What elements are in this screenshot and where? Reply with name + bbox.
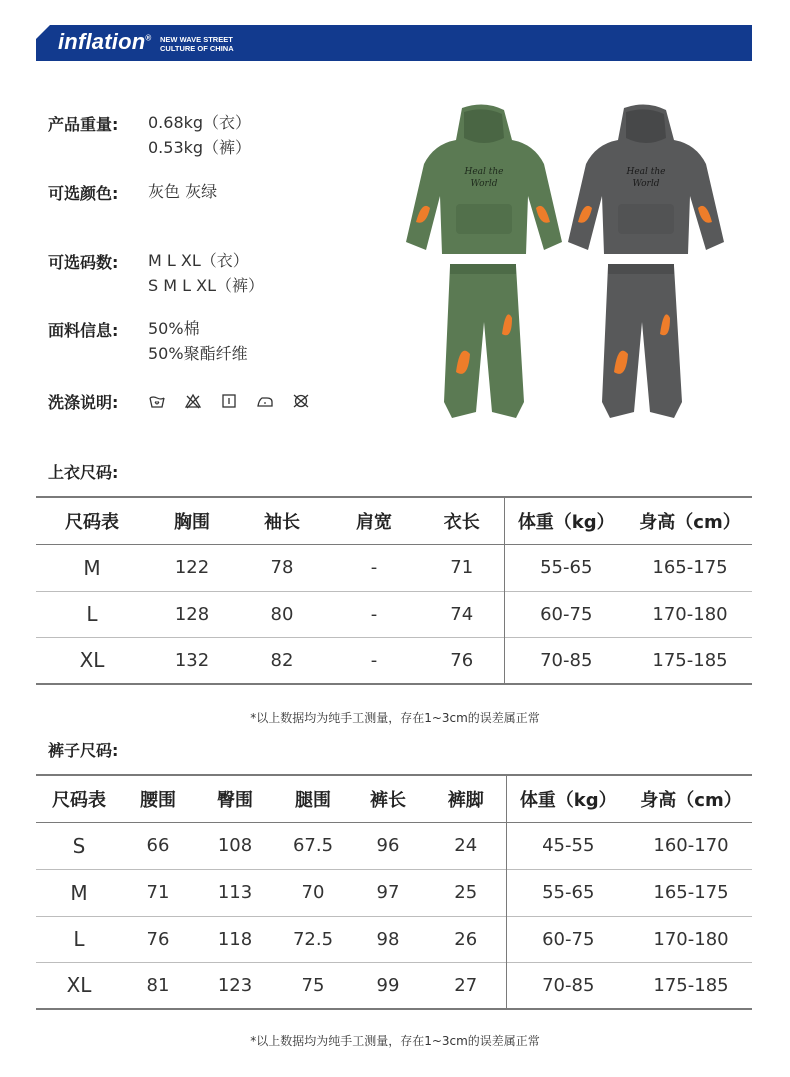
grey-hoodie-image [566,104,726,259]
table-cell: 67.5 [292,835,334,856]
size-cell: XL [66,973,92,998]
fabric-label: 面料信息: [48,321,119,340]
table-cell: 128 [174,603,210,625]
table-cell: 55-65 [506,869,630,916]
table-cell: 70-85 [504,637,628,684]
table-cell: 71 [146,882,170,903]
table-row [36,916,752,962]
table-cell: - [370,649,378,671]
table-cell: 25 [454,882,478,903]
svg-text:World: World [470,179,498,189]
col-pants-length: 裤长 [370,789,406,811]
col-thigh: 腿围 [295,789,331,811]
iron-icon [256,392,274,410]
table-cell: 175-185 [652,649,728,671]
table-cell: 82 [270,649,294,671]
size-label: 可选码数: [48,253,119,272]
table-cell: 165-175 [653,882,729,903]
table-cell: 75 [301,974,325,996]
table-cell: 60-75 [504,591,628,637]
table-cell: 26 [454,928,478,950]
weight-top: 0.68kg（衣） [148,113,252,132]
tumble-dry-icon [220,392,238,410]
size-pants: S M L XL（裤） [148,276,265,295]
pants-table-header-row [36,775,752,822]
table-cell: 66 [146,835,170,856]
color-value: 灰色 灰绿 [148,182,218,201]
table-cell: 108 [217,835,253,856]
svg-text:World: World [632,179,660,189]
table-row [36,869,752,916]
table-cell: 118 [217,928,253,950]
tagline-line-2: CULTURE OF CHINA [160,44,234,53]
col-size: 尺码表 [65,511,119,533]
table-row [36,637,752,684]
wash-label: 洗涤说明: [48,393,119,412]
col-hip: 臀围 [217,789,253,811]
table-cell: 55-65 [504,544,628,591]
weight-label: 产品重量: [48,115,119,134]
table-cell: 80 [270,603,294,625]
fabric-1: 50%棉 [148,319,200,338]
table-cell: - [370,557,378,578]
green-hoodie-image [404,104,564,259]
table-cell: 122 [174,557,210,578]
weight-value [148,110,251,160]
table-cell: 45-55 [506,822,630,869]
table-cell: 170-180 [653,928,729,950]
col-height: 身高（cm） [640,789,742,811]
size-top: M L XL（衣） [148,251,249,270]
grey-pants-image [598,262,684,422]
table-cell: 72.5 [292,928,334,950]
no-dry-clean-icon [292,392,310,410]
table-cell: 70 [301,882,325,903]
table-cell: 76 [450,649,474,671]
col-chest: 胸围 [174,511,210,533]
table-cell: 74 [450,603,474,625]
table-cell: 132 [174,649,210,671]
table-cell: 76 [146,928,170,950]
size-cell: S [72,833,86,858]
table-cell: 175-185 [653,974,729,996]
table-cell: 165-175 [652,557,728,578]
top-table-header-row [36,497,752,544]
table-cell: 123 [217,974,253,996]
col-height: 身高（cm） [639,511,741,533]
brand-logo: inflation® [58,29,152,54]
pants-size-table [36,774,752,1010]
pants-table-note: *以上数据均为纯手工测量，存在1~3cm的误差属正常 [250,1034,540,1048]
green-pants-image [440,262,526,422]
fabric-value [148,316,248,366]
weight-pants: 0.53kg（裤） [148,138,252,157]
fabric-2: 50%聚酯纤维 [148,344,248,363]
size-value [148,248,264,298]
top-size-title: 上衣尺码: [48,463,119,482]
top-size-table [36,496,752,685]
col-weight: 体重（kg） [504,497,628,544]
top-table-note: *以上数据均为纯手工测量，存在1~3cm的误差属正常 [250,711,540,725]
brand-tagline [160,35,234,53]
col-shoulder: 肩宽 [356,511,392,533]
col-waist: 腰围 [140,789,176,811]
wash-icons [148,392,310,410]
table-cell: 81 [146,974,170,996]
table-cell: 160-170 [653,835,729,856]
table-cell: 70-85 [506,962,630,1009]
col-sleeve: 袖长 [264,511,300,533]
svg-text:Heal the: Heal the [626,167,666,177]
pants-size-title: 裤子尺码: [48,741,119,760]
table-cell: - [370,603,378,625]
size-cell: M [70,880,88,905]
table-cell: 24 [454,835,478,856]
table-cell: 97 [376,882,400,903]
table-row [36,822,752,869]
table-row [36,544,752,591]
table-cell: 113 [217,882,253,903]
no-bleach-icon [184,392,202,410]
table-cell: 98 [376,928,400,950]
table-row [36,962,752,1009]
table-cell: 99 [376,974,400,996]
col-size: 尺码表 [52,789,106,811]
size-cell: L [86,602,98,626]
table-cell: 27 [454,974,478,996]
size-cell: L [73,927,85,951]
hand-wash-icon [148,392,166,410]
col-length: 衣长 [443,511,480,533]
table-cell: 170-180 [652,603,728,625]
table-row [36,591,752,637]
col-weight: 体重（kg） [506,775,630,822]
col-hem: 裤脚 [447,789,484,811]
size-cell: XL [79,648,105,673]
table-cell: 71 [450,557,474,578]
size-cell: M [83,555,101,580]
tagline-line-1: NEW WAVE STREET [160,35,233,44]
table-cell: 78 [270,557,294,578]
table-cell: 60-75 [506,916,630,962]
table-cell: 96 [376,835,400,856]
color-label: 可选颜色: [48,184,119,203]
svg-text:Heal the: Heal the [464,167,504,177]
